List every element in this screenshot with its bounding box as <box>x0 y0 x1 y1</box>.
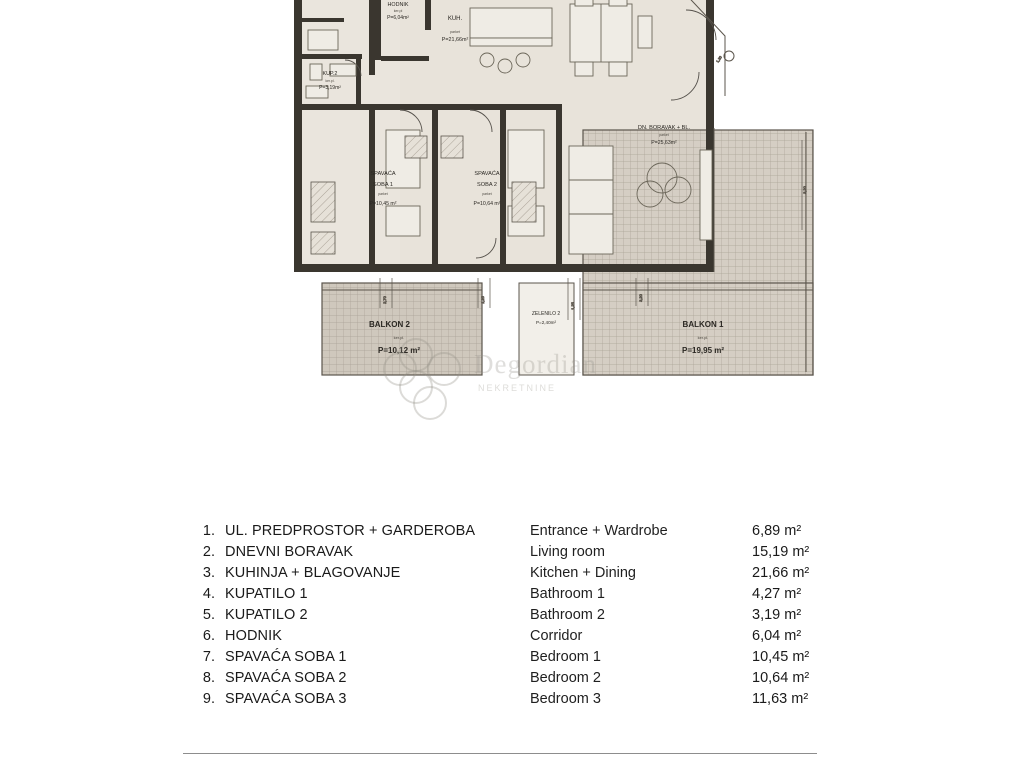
legend-name-en: Bathroom 1 <box>530 585 605 602</box>
svg-text:parket: parket <box>378 192 388 196</box>
legend-name-en: Kitchen + Dining <box>530 564 636 581</box>
legend-area: 21,66 m² <box>752 564 810 581</box>
legend-name-hr: UL. PREDPROSTOR + GARDEROBA <box>225 522 476 539</box>
table-row <box>185 688 809 709</box>
table-row <box>185 604 809 625</box>
label-spavaca2: SPAVAĆA <box>474 171 500 177</box>
legend-body <box>185 520 809 709</box>
label-kupatilo2: KUP.2 <box>322 71 338 77</box>
label-dnevni: DN. BORAVAK + BL. <box>637 125 691 131</box>
table-row <box>185 625 809 646</box>
legend-name-en: Bedroom 2 <box>530 669 601 686</box>
legend-area: 10,64 m² <box>752 669 810 686</box>
label-hodnik-area: P=6,04m² <box>387 15 409 21</box>
label-balkon1-area: P=19,95 m² <box>681 346 725 355</box>
label-hodnik: HODNIK <box>387 2 409 8</box>
legend <box>0 520 1024 709</box>
legend-number: 6. <box>202 627 215 644</box>
legend-name-hr: KUPATILO 1 <box>225 585 308 602</box>
legend-area: 15,19 m² <box>752 543 810 560</box>
label-kuhinja: KUH. <box>447 16 463 22</box>
watermark-text: Degordian <box>474 349 597 379</box>
table-row <box>185 520 809 541</box>
svg-text:ker.pl: ker.pl <box>393 9 403 13</box>
label-kuhinja-area: P=21,66m² <box>441 37 469 43</box>
legend-name-en: Bathroom 2 <box>530 606 605 623</box>
legend-area: 3,19 m² <box>752 606 802 623</box>
svg-text:3,20: 3,20 <box>638 294 643 302</box>
legend-name-en: Living room <box>530 543 605 560</box>
svg-text:1,25: 1,25 <box>480 296 485 304</box>
label-spavaca2-b: SOBA 2 <box>477 182 497 188</box>
label-dnevni-area: P=25,63m² <box>651 140 677 146</box>
legend-number: 8. <box>202 669 215 686</box>
legend-name-hr: DNEVNI BORAVAK <box>225 543 354 560</box>
svg-text:ker.pl.: ker.pl. <box>393 335 405 340</box>
label-balkon2-area: P=10,12 m² <box>377 346 421 355</box>
label-spavaca2-area: P=10,64 m² <box>473 201 501 207</box>
svg-text:parket: parket <box>659 133 669 137</box>
legend-name-hr: SPAVAĆA SOBA 2 <box>225 669 347 686</box>
legend-area: 6,89 m² <box>752 522 802 539</box>
table-row <box>185 646 809 667</box>
legend-number: 1. <box>202 522 215 539</box>
svg-text:ker.pl.: ker.pl. <box>697 335 709 340</box>
green-area-2 <box>519 283 574 375</box>
label-spavaca1-b: SOBA 1 <box>373 182 393 188</box>
legend-name-en: Bedroom 3 <box>530 690 601 707</box>
legend-area: 6,04 m² <box>752 627 802 644</box>
table-row <box>185 562 809 583</box>
legend-number: 2. <box>202 543 215 560</box>
legend-number: 4. <box>202 585 215 602</box>
svg-text:1,25: 1,25 <box>570 302 575 310</box>
label-spavaca1-area: P=10,45 m² <box>369 201 397 207</box>
legend-name-en: Corridor <box>530 627 583 644</box>
legend-name-en: Bedroom 1 <box>530 648 601 665</box>
legend-number: 3. <box>202 564 215 581</box>
legend-area: 11,63 m² <box>752 690 809 707</box>
legend-area: 4,27 m² <box>752 585 802 602</box>
svg-text:1,20: 1,20 <box>715 55 723 64</box>
svg-text:parket: parket <box>482 192 492 196</box>
legend-number: 9. <box>202 690 215 707</box>
table-row <box>185 541 809 562</box>
label-zelenilo2: ZELENILO 2 <box>531 311 561 317</box>
table-row <box>185 583 809 604</box>
legend-name-hr: KUHINJA + BLAGOVANJE <box>225 564 401 581</box>
legend-name-hr: KUPATILO 2 <box>225 606 308 623</box>
legend-name-hr: SPAVAĆA SOBA 3 <box>225 690 347 707</box>
label-zelenilo2-area: P=2,40m² <box>535 320 557 325</box>
legend-name-hr: HODNIK <box>225 627 282 644</box>
label-balkon1: BALKON 1 <box>682 320 724 329</box>
balcony-2-area <box>322 283 482 375</box>
legend-number: 7. <box>202 648 215 665</box>
label-kupatilo2-area: P=3,19m² <box>319 85 341 91</box>
svg-text:ker.pl.: ker.pl. <box>325 79 335 83</box>
svg-text:3,20: 3,20 <box>802 186 807 194</box>
watermark-subtext: NEKRETNINE <box>478 383 557 393</box>
svg-text:2,70: 2,70 <box>382 296 387 304</box>
legend-name-en: Entrance + Wardrobe <box>530 522 668 539</box>
legend-area: 10,45 m² <box>752 648 810 665</box>
legend-name-hr: SPAVAĆA SOBA 1 <box>225 648 347 665</box>
svg-text:parket: parket <box>450 30 460 34</box>
legend-divider <box>183 753 817 754</box>
label-balkon2: BALKON 2 <box>369 320 410 329</box>
label-spavaca1: SPAVAĆA <box>370 171 396 177</box>
table-row <box>185 667 809 688</box>
legend-table <box>185 520 809 709</box>
legend-number: 5. <box>202 606 215 623</box>
